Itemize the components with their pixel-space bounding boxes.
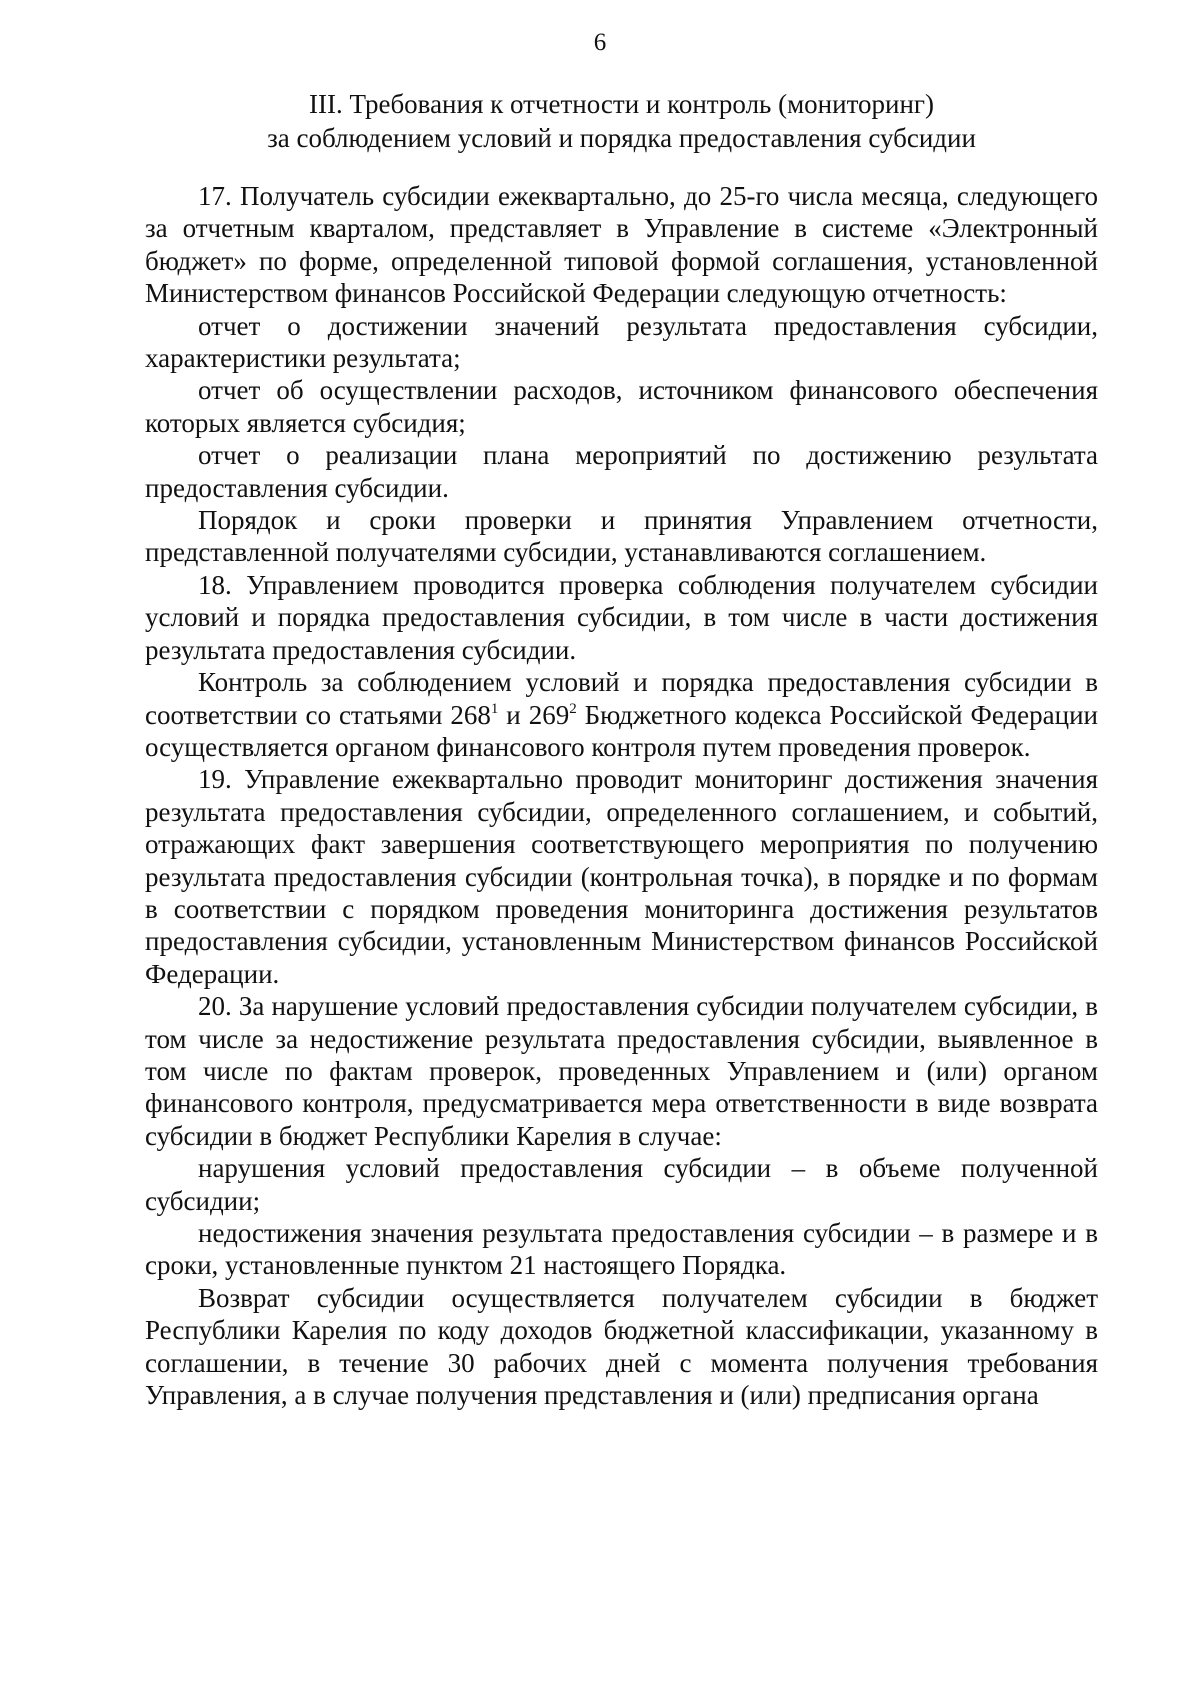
article-superscript-1: 1 (490, 700, 499, 717)
control-text-part-1: Контроль за соблюдением условий и порядка предоставления субсидии в соответствии со статьями 268 (145, 667, 1098, 730)
paragraph-18-control (145, 666, 1098, 763)
paragraph-18: 18. Управлением проводится проверка соблюдения получателем субсидии условий и порядка предоставления субсидии, в том числе в части достижения результата предоставления субсидии. (145, 569, 1098, 665)
paragraph-17-report-3: отчет о реализации плана мероприятий по достижению результата предоставления субсидии. (145, 440, 1098, 503)
paragraph-20-return: Возврат субсидии осуществляется получателем субсидии в бюджет Республики Карелия по коду доходов бюджетной классификации, указанному в соглашении, в течение 30 рабочих дней с момента получения требования Управления, а в случае получения представления и (или) предписания органа (145, 1282, 1098, 1411)
paragraph-20-case-2: недостижения значения результата предоставления субсидии – в размере и в сроки, установленные пунктом 21 настоящего Порядка. (145, 1218, 1098, 1281)
paragraph-17-report-2: отчет об осуществлении расходов, источником финансового обеспечения которых является субсидия; (145, 375, 1098, 438)
section-heading (145, 87, 1098, 155)
paragraph-20: 20. За нарушение условий предоставления субсидии получателем субсидии, в том числе за недостижение результата предоставления субсидии, выявленное в том числе по фактам проверок, проведенных Управлением и (или) органом финансового контроля, предусматривается мера ответственности в виде возврата субсидии в бюджет Республики Карелия в случае: (145, 991, 1098, 1151)
document-body (145, 180, 1098, 1411)
control-text-part-2: и 269 (498, 699, 570, 730)
page-number: 6 (593, 29, 607, 56)
section-heading-line-1: III. Требования к отчетности и контроль (мониторинг) (309, 89, 934, 119)
control-text-part-3: Бюджетного кодекса Российской Федерации осуществляется органом финансового контроля путем проведения проверок. (145, 699, 1098, 762)
article-superscript-2: 2 (569, 700, 577, 717)
paragraph-17-report-1: отчет о достижении значений результата предоставления субсидии, характеристики результата; (145, 310, 1098, 374)
paragraph-17: 17. Получатель субсидии ежеквартально, до 25-го числа месяца, следующего за отчетным кварталом, представляет в Управление в системе «Электронный бюджет» по форме, определенной типовой формой соглашения, установленной Министерством финансов Российской Федерации следующую отчетность: (145, 181, 1098, 309)
paragraph-20-case-1: нарушения условий предоставления субсидии – в объеме полученной субсидии; (145, 1153, 1098, 1216)
paragraph-17-order: Порядок и сроки проверки и принятия Управлением отчетности, представленной получателями субсидии, устанавливаются соглашением. (145, 505, 1098, 568)
paragraph-19: 19. Управление ежеквартально проводит мониторинг достижения значения результата предоставления субсидии, определенного соглашением, и событий, отражающих факт завершения соответствующего мероприятия по получению результата предоставления субсидии (контрольная точка), в порядке и по формам в соответствии с порядком проведения мониторинга достижения результатов предоставления субсидии, установленным Министерством финансов Российской Федерации. (145, 764, 1098, 989)
section-heading-line-2: за соблюдением условий и порядка предоставления субсидии (267, 123, 976, 153)
